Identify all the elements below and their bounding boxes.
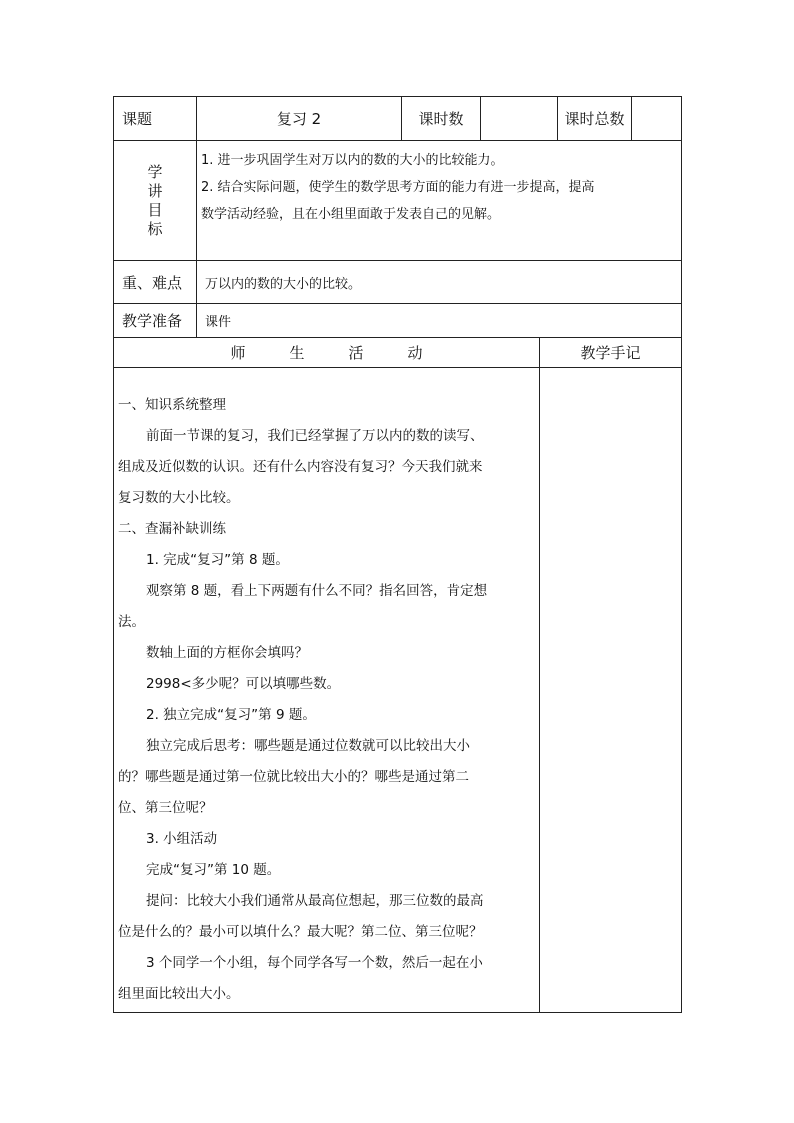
body-line-2: 前面一节课的复习，我们已经掌握了万以内的数的读写、 <box>146 428 484 444</box>
total-hours-label: 课时总数 <box>558 97 632 141</box>
body-line-1: 一、知识系统整理 <box>118 397 226 413</box>
body-line-13: 的？哪些题是通过第一位就比较出大小的？哪些是通过第二 <box>118 769 469 785</box>
activity-title-char-1: 师 <box>230 344 246 362</box>
hours-value <box>481 97 558 141</box>
body-line-17: 提问：比较大小我们通常从最高位想起，那三位数的最高 <box>146 893 484 909</box>
body-line-8: 法。 <box>118 614 145 630</box>
key-points-label: 重、难点 <box>114 261 197 304</box>
body-line-7: 观察第 8 题，看上下两题有什么不同？指名回答，肯定想 <box>146 583 488 599</box>
activity-body-row <box>114 368 682 1013</box>
key-points-row <box>114 261 682 304</box>
body-line-16: 完成“复习”第 10 题。 <box>146 862 281 878</box>
activity-title-char-4: 动 <box>407 344 423 362</box>
body-line-10: 2998<多少呢？可以填哪些数。 <box>146 676 341 692</box>
goal-item-1: 1. 进一步巩固学生对万以内的数的大小的比较能力。 <box>201 153 504 168</box>
body-line-14: 位、第三位呢？ <box>118 800 213 816</box>
goals-label-char-2: 讲 <box>147 181 163 200</box>
preparation-value: 课件 <box>197 304 682 338</box>
body-line-20: 组里面比较出大小。 <box>118 986 240 1002</box>
goal-item-2-line-1: 2. 结合实际问题，使学生的数学思考方面的能力有进一步提高，提高 <box>201 180 595 195</box>
key-points-value: 万以内的数的大小的比较。 <box>197 261 682 304</box>
goals-label-char-1: 学 <box>147 162 163 181</box>
goals-content <box>197 141 682 261</box>
goals-label <box>114 141 197 261</box>
topic-value: 复习 2 <box>197 97 402 141</box>
body-line-5: 二、查漏补缺训练 <box>118 521 226 537</box>
lesson-plan-table <box>113 96 682 1013</box>
goals-label-char-3: 目 <box>147 200 163 219</box>
activity-title-char-3: 活 <box>348 344 364 362</box>
body-line-18: 位是什么的？最小可以填什么？最大呢？第二位、第三位呢？ <box>118 924 483 940</box>
preparation-label: 教学准备 <box>114 304 197 338</box>
total-hours-value <box>632 97 682 141</box>
body-line-9: 数轴上面的方框你会填吗？ <box>146 645 308 661</box>
activity-content <box>114 368 540 1013</box>
header-row <box>114 97 682 141</box>
goal-item-2-line-2: 数学活动经验，且在小组里面敢于发表自己的见解。 <box>201 207 501 222</box>
topic-label: 课题 <box>114 97 197 141</box>
body-line-3: 组成及近似数的认识。还有什么内容没有复习？今天我们就来 <box>118 459 483 475</box>
body-line-12: 独立完成后思考：哪些题是通过位数就可以比较出大小 <box>146 738 470 754</box>
goals-label-char-4: 标 <box>147 219 163 238</box>
preparation-row <box>114 304 682 338</box>
body-line-19: 3 个同学一个小组，每个同学各写一个数，然后一起在小 <box>146 955 483 971</box>
body-line-15: 3. 小组活动 <box>146 831 218 847</box>
teaching-notes-area <box>540 368 682 1013</box>
body-line-4: 复习数的大小比较。 <box>118 490 240 506</box>
body-line-6: 1. 完成“复习”第 8 题。 <box>146 552 289 568</box>
activity-title-char-2: 生 <box>289 344 305 362</box>
activity-header-row <box>114 338 682 368</box>
notes-label: 教学手记 <box>540 338 682 368</box>
body-line-11: 2. 独立完成“复习”第 9 题。 <box>146 707 316 723</box>
activity-title <box>114 338 540 368</box>
hours-label: 课时数 <box>402 97 481 141</box>
goals-row <box>114 141 682 261</box>
